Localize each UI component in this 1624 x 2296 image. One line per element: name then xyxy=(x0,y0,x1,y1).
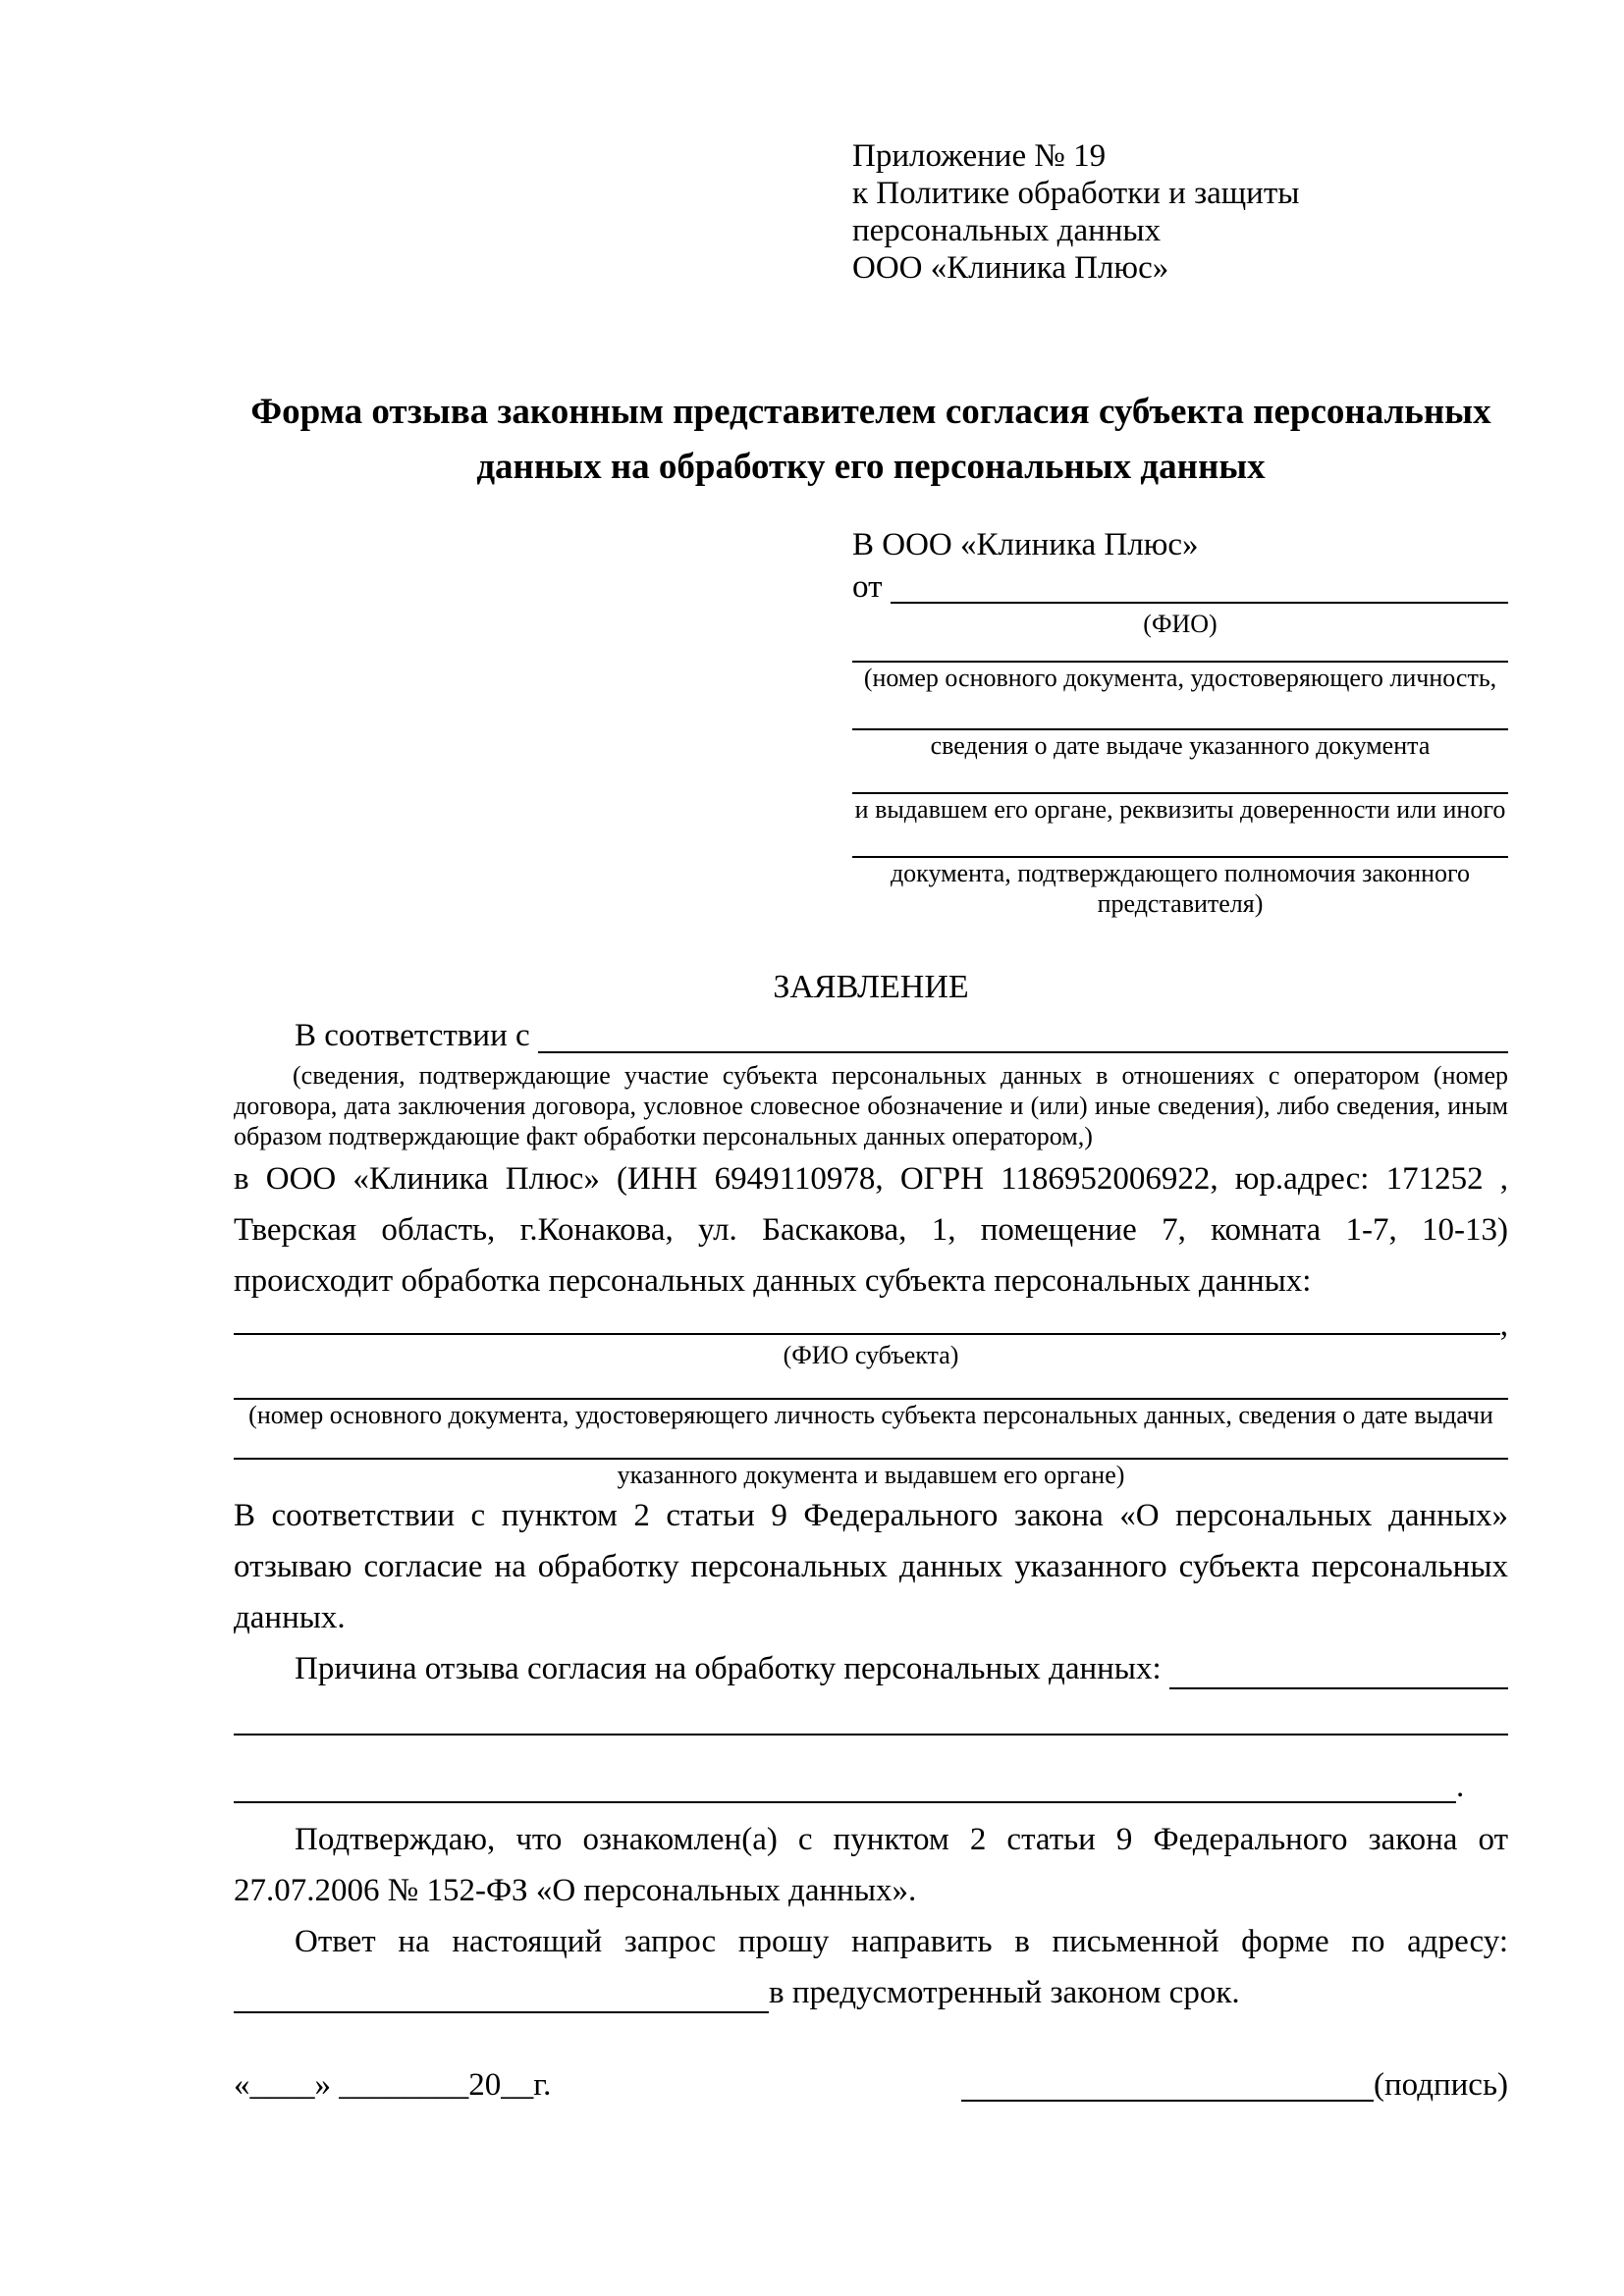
appendix-line: к Политике обработки и защиты xyxy=(852,176,1300,211)
from-label: от xyxy=(852,569,891,605)
subject-document-blank-line xyxy=(234,1370,1508,1400)
document-number-caption: (номер основного документа, удостоверяющего личность, xyxy=(863,664,1497,692)
accordance-row xyxy=(234,1013,1508,1058)
signature-caption: (подпись) xyxy=(1374,2067,1508,2103)
representative-authority-caption: документа, подтверждающего полномочия законного представителя) xyxy=(890,859,1471,918)
appendix-line: ООО «Клиника Плюс» xyxy=(852,250,1169,286)
addressee-block xyxy=(852,524,1508,919)
accordance-note: (сведения, подтверждающие участие субъекта персональных данных в отношениях с оператором (номер договора, дата заключения договора, условное словесное обозначение и (или) иные сведения), либо сведения, иным образом подтверждающие факт обработки персональных данных оператором,) xyxy=(234,1061,1508,1150)
issuing-authority-blank-line xyxy=(852,761,1508,794)
representative-authority-blank-line xyxy=(852,825,1508,858)
period-text: . xyxy=(1456,1769,1465,1804)
reason-blank-line xyxy=(1169,1687,1508,1689)
confirm-paragraph: Подтверждаю, что ознакомлен(а) с пунктом 2 статьи 9 Федерального закона от 27.07.2006 № 152-ФЗ «О персональных данных». xyxy=(234,1822,1508,1908)
date-line: «____» ________20__г. xyxy=(234,2067,552,2103)
reason-continuation-row-2 xyxy=(234,1765,1508,1808)
appendix-note xyxy=(852,137,1508,287)
appendix-line: персональных данных xyxy=(852,213,1162,248)
accordance-label: В соответствии с xyxy=(295,1018,538,1053)
subject-fio-blank-row xyxy=(234,1308,1508,1343)
subject-fio-caption: (ФИО субъекта) xyxy=(783,1341,959,1369)
reply-paragraph-tail: в предусмотренный законом срок. xyxy=(769,1975,1240,2010)
addressee-from-row xyxy=(852,565,1508,609)
withdraw-paragraph: В соответствии с пунктом 2 статьи 9 Федерального закона «О персональных данных» отзываю согласие на обработку персональных данных указанного субъекта персональных данных. xyxy=(234,1498,1508,1635)
document-title: Форма отзыва законным представителем согласия субъекта персональных данных на обработку его персональных данных xyxy=(250,392,1491,487)
signature-group xyxy=(961,2063,1508,2107)
subject-document-caption-1: (номер основного документа, удостоверяющего личность субъекта персональных данных, сведения о дате выдачи xyxy=(248,1401,1493,1429)
date-signature-row xyxy=(234,2063,1508,2107)
addressee-to: В ООО «Клиника Плюс» xyxy=(852,527,1199,562)
statement-heading: ЗАЯВЛЕНИЕ xyxy=(773,969,969,1005)
reason-continuation-blank-line xyxy=(234,1728,1508,1735)
subject-document-blank-line-2 xyxy=(234,1430,1508,1460)
issue-date-caption: сведения о дате выдаче указанного документа xyxy=(930,731,1431,760)
appendix-line: Приложение № 19 xyxy=(852,138,1107,174)
reason-continuation-blank-line-2 xyxy=(234,1801,1456,1803)
comma-text: , xyxy=(1499,1308,1508,1343)
accordance-blank-line xyxy=(538,1051,1508,1053)
issue-date-blank-line xyxy=(852,693,1508,730)
reply-paragraph-line1: Ответ на настоящий запрос прошу направить в письменной форме по адресу: xyxy=(295,1924,1508,1959)
subject-document-caption-2: указанного документа и выдавшем его органе) xyxy=(617,1461,1125,1489)
reply-paragraph-line2 xyxy=(234,1967,1508,2018)
operator-paragraph: в ООО «Клиника Плюс» (ИНН 6949110978, ОГРН 1186952006922, юр.адрес: 171252 , Тверская область, г.Конакова, ул. Баскакова, 1, помещение 7, комната 1-7, 10-13) происходит обработка персональных данных субъекта персональных данных: xyxy=(234,1161,1508,1299)
reason-label: Причина отзыва согласия на обработку персональных данных: xyxy=(295,1651,1169,1686)
issuing-authority-caption: и выдавшем его органе, реквизиты доверенности или иного xyxy=(854,795,1506,824)
reply-address-blank-line xyxy=(234,2011,769,2013)
fio-blank-line xyxy=(891,602,1508,604)
reason-row xyxy=(234,1643,1508,1694)
signature-blank-line xyxy=(961,2100,1374,2102)
subject-fio-blank-line xyxy=(234,1333,1500,1335)
fio-caption: (ФИО) xyxy=(1143,610,1218,638)
document-number-blank-line xyxy=(852,639,1508,663)
